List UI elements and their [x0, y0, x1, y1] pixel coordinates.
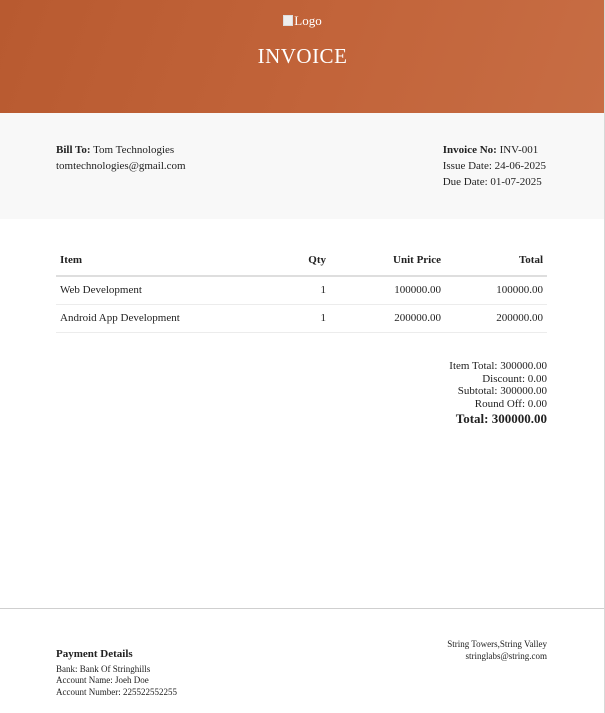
column-header-item: Item	[56, 245, 286, 276]
bill-to-name: Tom Technologies	[93, 144, 175, 156]
bill-to-label: Bill To:	[56, 144, 91, 156]
footer-divider	[0, 608, 605, 609]
cell-qty: 1	[286, 304, 336, 332]
company-address	[447, 638, 547, 662]
company-address-line: String Towers,String Valley	[447, 639, 547, 649]
account-number: Account Number: 225522552255	[56, 686, 177, 697]
item-total: Item Total: 300000.00	[449, 360, 547, 372]
items-table	[56, 245, 547, 333]
invoice-meta-block	[443, 142, 546, 190]
round-off: Round Off: 0.00	[474, 397, 547, 410]
due-date: Due Date: 01-07-2025	[442, 176, 542, 188]
column-header-unit-price: Unit Price	[336, 245, 441, 276]
cell-unit-price: 200000.00	[336, 304, 441, 332]
payment-details-title: Payment Details	[56, 648, 133, 660]
column-header-total: Total	[441, 245, 547, 276]
cell-qty: 1	[286, 276, 336, 304]
invoice-number: INV-001	[499, 144, 539, 156]
cell-unit-price: 100000.00	[336, 276, 441, 304]
totals-summary	[449, 360, 547, 426]
invoice-number-label: Invoice No:	[442, 144, 497, 156]
invoice-header	[0, 0, 605, 113]
column-header-qty: Qty	[286, 245, 336, 276]
cell-total: 200000.00	[441, 304, 547, 332]
bank-name: Bank: Bank Of Stringhills	[56, 663, 151, 674]
subtotal: Subtotal: 300000.00	[457, 385, 547, 397]
account-name: Account Name: Joeh Doe	[56, 675, 149, 685]
broken-image-icon	[283, 15, 293, 26]
table-header-row	[56, 245, 547, 276]
issue-date: Issue Date: 24-06-2025	[442, 160, 546, 172]
grand-total: Total: 300000.00	[455, 411, 547, 426]
company-email: stringlabs@string.com	[465, 651, 547, 661]
cell-total: 100000.00	[441, 276, 547, 304]
logo-alt-text: Logo	[294, 13, 322, 28]
table-row	[56, 304, 547, 332]
logo	[0, 13, 605, 29]
payment-details	[56, 649, 177, 698]
bill-to-block	[56, 142, 186, 174]
cell-item: Android App Development	[56, 304, 286, 332]
billing-section	[0, 113, 605, 219]
cell-item: Web Development	[56, 276, 286, 304]
invoice-title: INVOICE	[257, 44, 348, 68]
discount: Discount: 0.00	[482, 372, 547, 385]
bill-to-email: tomtechnologies@gmail.com	[56, 160, 186, 172]
table-row	[56, 276, 547, 304]
